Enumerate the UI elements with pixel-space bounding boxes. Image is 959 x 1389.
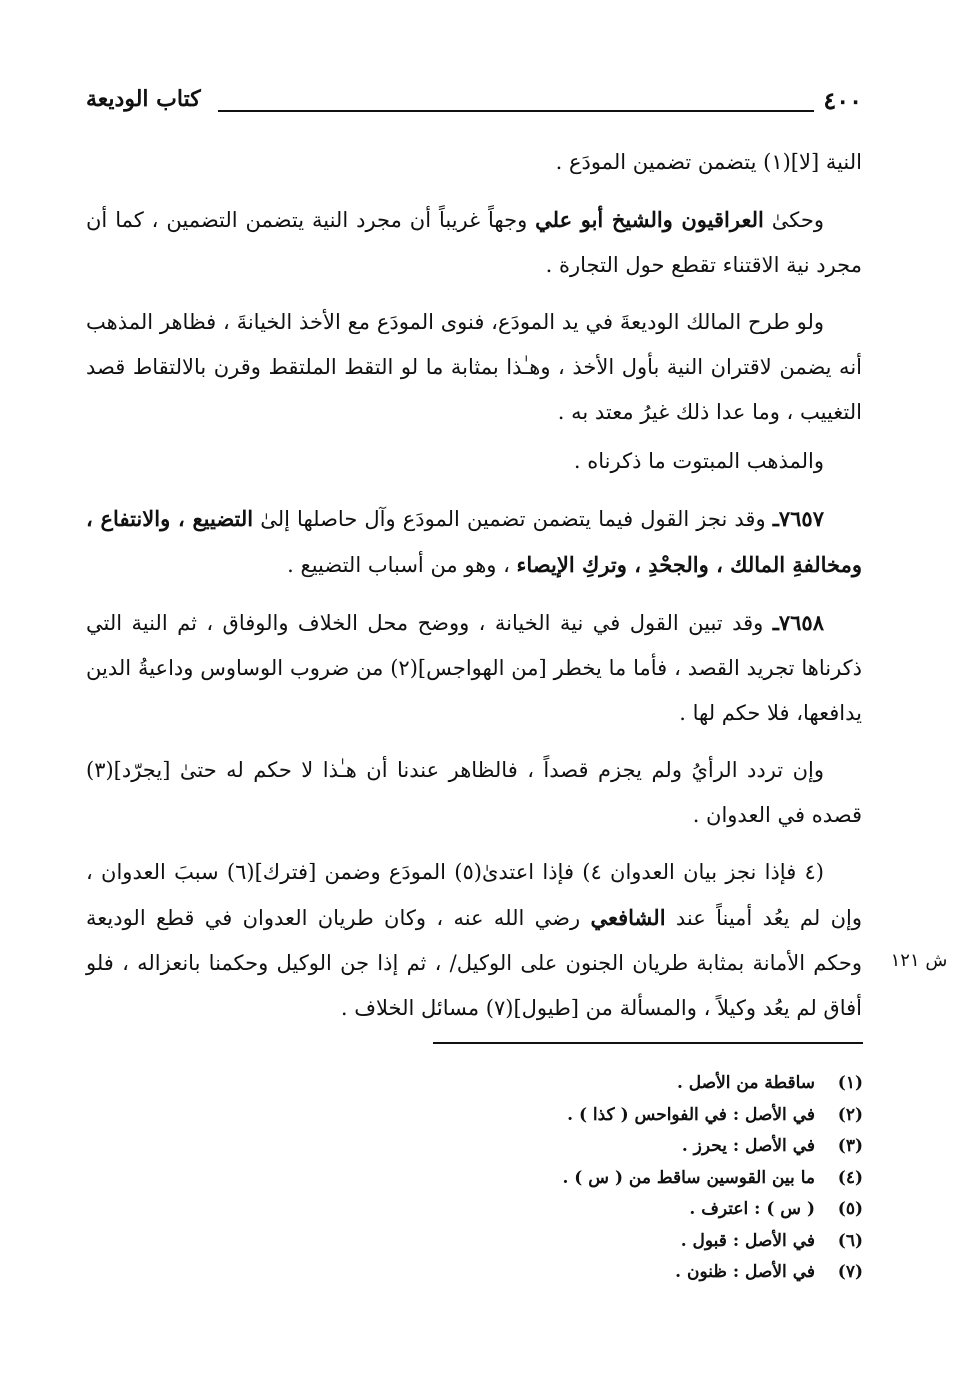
footnote-number: (٦)	[837, 1230, 863, 1251]
paragraph-text: وجهاً غريباً أن مجرد النية يتضمن التضمين ، كما أن مجرد نية الاقتناء تقطع حول التجارة .	[86, 208, 862, 277]
footnote-text: في الأصل : ظنون .	[675, 1262, 815, 1282]
footnote-number: (٧)	[837, 1262, 863, 1282]
paragraph-owner-deposit	[86, 300, 862, 435]
paragraph-text: ولو طرح المالك الوديعةَ في يد المودَع، فنوى المودَع مع الأخذ الخيانةَ ، فظاهر المذهب أنه يضمن لاقتران النية بأول الأخذ ، وهـٰذا بمثابة ما لو التقط الملتقط وقرن بالالتقاط قصد التغييب ، وما عدا ذلك غيرُ معتد به .	[86, 310, 862, 424]
paragraph-text: وقد تبين القول في نية الخيانة ، ووضح محل الخلاف والوفاق ، ثم النية التي ذكرناها تجريد القصد ، فأما ما يخطر [من الهواجس](٢) من ضروب الوساوس وداعيةُ الدين يدافعها، فلا حكم لها .	[86, 611, 863, 725]
section-number: ٧٦٥٨ـ	[772, 610, 824, 635]
footnote-number: (١)	[837, 1073, 863, 1093]
main-text	[86, 140, 862, 1035]
paragraph-text: رضي الله عنه ، وكان طريان العدوان في قطع الوديعة وحكم الأمانة بمثابة طريان الجنون على الوكيل/ ، ثم إذا جن الوكيل وحكمنا بانعزاله ، فلو أفاق لم يعُد وكيلاً ، والمسألة من [طيول](٧) مسائل الخلاف .	[86, 906, 862, 1020]
section-number: ٧٦٥٧ـ	[772, 506, 824, 531]
header-rule	[218, 110, 814, 112]
footnote-item	[363, 1163, 863, 1195]
paragraph-aggression	[86, 850, 862, 1031]
footnote-item	[363, 1257, 863, 1289]
footnote-item	[363, 1131, 863, 1163]
footnote-text: في الأصل : قبول .	[680, 1230, 815, 1251]
book-title: كتاب الوديعة	[86, 86, 201, 112]
paragraph-text: وحكىٰ	[763, 208, 824, 232]
footnote-number: (٣)	[837, 1136, 863, 1156]
page-header	[86, 86, 862, 126]
paragraph-madhhab	[86, 439, 862, 484]
paragraph-text: (٤ فإذا نجز بيان العدوان ٤) فإذا اعتدىٰ(٥) المودَع وضمن [فترك](٦) سببَ العدوان ، وإن لم يعُد أميناً عند	[86, 860, 862, 930]
paragraph-text: والمذهب المبتوت ما ذكرناه .	[573, 449, 824, 473]
footnote-text: في الأصل : في الفواحس ( كذا ) .	[567, 1104, 815, 1125]
paragraph-7657	[86, 496, 862, 588]
footnote-text: ما بين القوسين ساقط من ( س ) .	[562, 1167, 815, 1188]
footnote-text: ساقطة من الأصل .	[676, 1073, 815, 1093]
footnote-text: ( س ) : اعترف .	[689, 1199, 815, 1219]
paragraph-7658	[86, 600, 862, 736]
bold-name-shafii: الشافعي	[590, 905, 666, 930]
footnote-item	[363, 1226, 863, 1258]
page-number: ٤٠٠	[823, 86, 862, 115]
bold-names: العراقيون والشيخ أبو علي	[535, 207, 764, 232]
margin-folio-note: ش ١٢١	[890, 950, 948, 971]
footnote-item	[363, 1194, 863, 1226]
paragraph-text: وإن تردد الرأيُ ولم يجزم قصداً ، فالظاهر عندنا أن هـٰذا لا حكم له حتىٰ [يجرّد](٣) قصده في العدوان .	[86, 758, 862, 827]
footnote-item	[363, 1100, 863, 1132]
paragraph-iraqi-view	[86, 197, 862, 288]
paragraph-text: النية [لا](١) يتضمن تضمين المودَع .	[555, 150, 862, 174]
footnotes	[363, 1068, 863, 1289]
footnote-number: (٥)	[837, 1199, 863, 1219]
footnote-item	[363, 1068, 863, 1100]
footnote-rule	[433, 1042, 863, 1044]
paragraph-hesitation	[86, 748, 862, 838]
footnote-number: (٤)	[837, 1167, 863, 1188]
footnote-text: في الأصل : يحرز .	[681, 1136, 815, 1156]
paragraph-text: ، وهو من أسباب التضييع .	[287, 553, 517, 577]
paragraph-text: وقد نجز القول فيما يتضمن تضمين المودَع وآل حاصلها إلىٰ	[253, 507, 773, 531]
bold-terms: التضييع ، والانتفاع ، ومخالفةِ المالك ، والجحْدِ ، وتركِ الإيصاء	[86, 506, 862, 577]
footnote-number: (٢)	[837, 1104, 863, 1125]
paragraph-continuation	[86, 140, 862, 185]
